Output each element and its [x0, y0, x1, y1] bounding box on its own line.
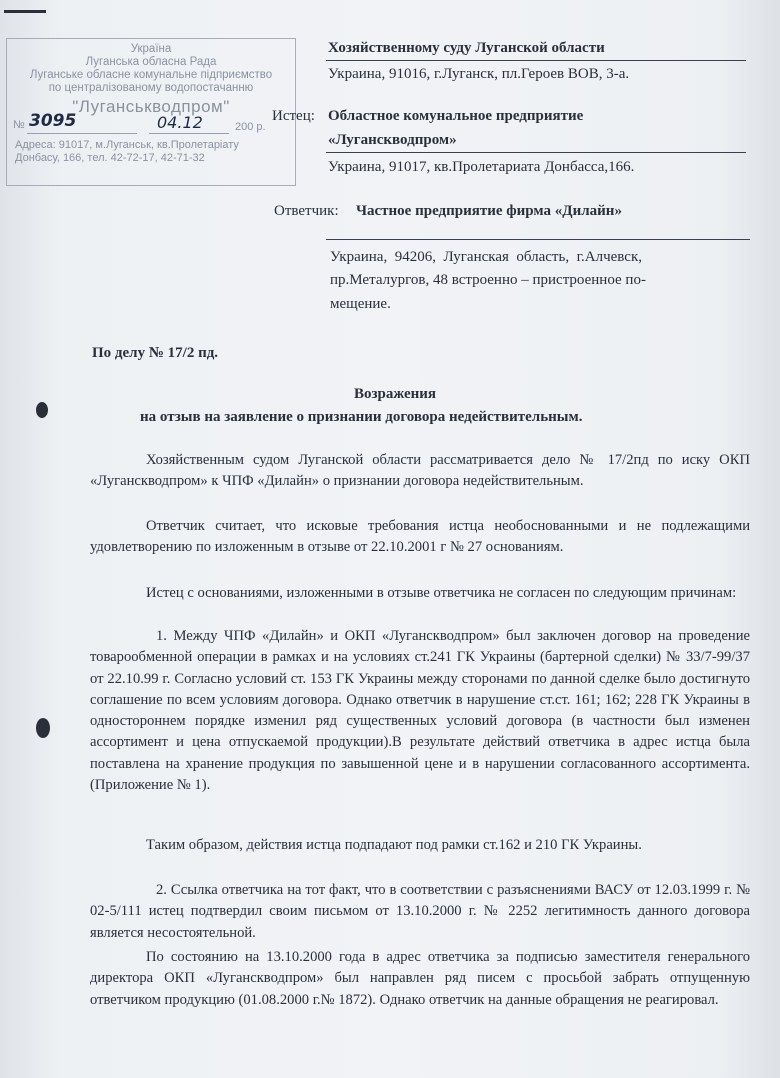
plaintiff-name-2: «Луганскводпром» — [328, 132, 457, 148]
plaintiff-name-1: Областное комунальное предприятие — [328, 108, 584, 124]
court-underline — [326, 60, 746, 61]
paragraph-1 — [90, 450, 750, 493]
paragraph-4-text: 1. Между ЧПФ «Дилайн» и ОКП «Луганскводпром» был заключен договор на проведение товарообменной операции в рамках и на условиях ст.241 ГК Украины (бартерной сделки) № 33/7-99/37 от 22.10.99 г. Согласно условий ст. 153 ГК Украины между сторонами по данной сделке было достигнуто соглашение по всем условиям договора. Однако ответчик в нарушение ст.ст. 161; 162; 228 ГК Украины в одностороннем порядке изменил ряд существенных условий договора (в частности был изменен ассортимент и цена отпускаемой продукции).В результате действий ответчика в адрес истца была поставлена на хранение продукция по завышенной цене и в нарушении согласованного ассортимента. (Приложение № 1). — [90, 628, 750, 794]
paragraph-3-text: Истец с основаниями, изложенными в отзыве ответчика не согласен по следующим причинам: — [146, 585, 737, 601]
stamp-line-country: Україна — [130, 43, 172, 55]
stamp-registration-row — [7, 111, 295, 139]
paragraph-2 — [90, 516, 750, 559]
paragraph-7-text: По состоянию на 13.10.2000 года в адрес ответчика за подписью заместителя генерального директора ОКП «Луганскводпром» был направлен ряд писем с просьбой забрать отпущенную ответчиком продукцию (01.08.2000 г.№ 1872). Однако ответчик на данные обращения не реагировал. — [90, 949, 750, 1008]
plaintiff-address: Украина, 91017, кв.Пролетариата Донбасса,166. — [328, 159, 635, 175]
defendant-address-3: мещение. — [330, 296, 391, 312]
case-number: По делу № 17/2 пд. — [92, 345, 219, 361]
stamp-date-line — [149, 133, 229, 134]
stamp-line-purpose: по централізованому водопостачанню — [48, 82, 254, 94]
paragraph-6-text: 2. Ссылка ответчика на тот факт, что в соответствии с разъяснениями ВАСУ от 12.03.1999 г. № 02-5/111 истец подтвердил своим письмом от 13.10.2000 г. № 2252 легитимность данного договора является несостоятельной. — [90, 882, 750, 941]
stamp-reg-date: 04.12 — [157, 113, 203, 132]
punch-hole-bottom — [36, 718, 50, 738]
court-address: Украина, 91016, г.Луганск, пл.Героев ВОВ, 3-а. — [328, 66, 630, 82]
plaintiff-underline — [326, 152, 746, 153]
paragraph-2-text: Ответчик считает, что исковые требования истца необоснованными и не подлежащими удовлетворению по изложенным в отзыве от 22.10.2001 г № 27 основаниям. — [90, 518, 750, 556]
stamp-address-2: Донбасу, 166, тел. 42-72-17, 42-71-32 — [15, 152, 205, 164]
document-title: Возражения — [353, 386, 437, 402]
punch-hole-top — [36, 402, 48, 418]
paragraph-7 — [90, 947, 750, 1011]
paragraph-5-text: Таким образом, действия истца подпадают под рамки ст.162 и 210 ГК Украины. — [146, 837, 642, 853]
defendant-name: Частное предприятие фирма «Дилайн» — [356, 203, 622, 219]
defendant-address-1: Украина, 94206, Луганская область, г.Алчевск, — [330, 249, 642, 265]
stamp-line-council: Луганська обласна Рада — [85, 56, 217, 68]
stamp-line-enterprise: Луганське обласне комунальне підприємство — [29, 69, 273, 81]
paragraph-5 — [90, 835, 750, 856]
registration-stamp — [6, 38, 296, 186]
stamp-reg-year: 200 р. — [235, 121, 266, 133]
paragraph-1-text: Хозяйственным судом Луганской области рассматривается дело № 17/2пд по иску ОКП «Луганскводпром» к ЧПФ «Дилайн» о признании договора недействительным. — [90, 452, 750, 490]
plaintiff-label: Истец: — [272, 108, 315, 124]
defendant-underline — [326, 239, 750, 240]
paragraph-4 — [90, 626, 750, 796]
defendant-label: Ответчик: — [274, 203, 339, 219]
document-subtitle: на отзыв на заявление о признании договора недействительным. — [140, 409, 583, 425]
stamp-address-1: Адреса: 91017, м.Луганськ, кв.Пролетаріату — [15, 139, 239, 151]
stamp-reg-number: 3095 — [29, 111, 77, 131]
stamp-org-name: "Луганськводпром" — [72, 97, 230, 116]
court-name: Хозяйственному суду Луганской области — [328, 40, 605, 56]
top-dash-mark — [4, 10, 46, 13]
defendant-address-2: пр.Металургов, 48 встроенно – пристроенное по- — [330, 272, 646, 288]
stamp-reg-prefix: № — [13, 119, 25, 131]
paragraph-3 — [90, 583, 750, 604]
paragraph-6 — [90, 880, 750, 944]
stamp-number-line — [27, 133, 137, 134]
